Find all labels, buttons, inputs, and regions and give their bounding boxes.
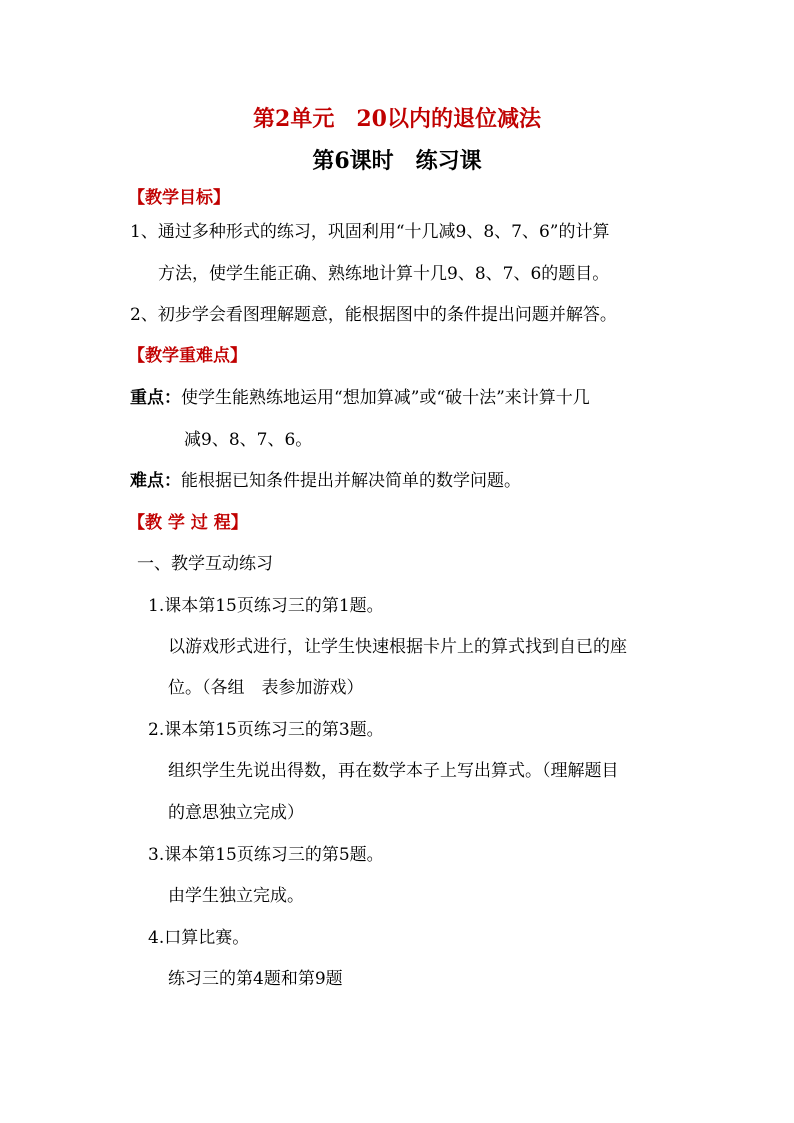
step-1-line-1: 以游戏形式进行，让学生快速根据卡片上的算式找到自已的座 — [168, 637, 627, 657]
step-4-title: 4.口算比赛。 — [148, 928, 250, 948]
key-point-line-1 — [130, 386, 590, 410]
goal-item-2: 2、初步学会看图理解题意，能根据图中的条件提出问题并解答。 — [130, 305, 617, 325]
page-subtitle: 第6课时 练习课 — [312, 148, 482, 174]
step-2-line-2: 的意思独立完成） — [168, 803, 304, 823]
process-part-1: 一、教学互动练习 — [137, 554, 273, 574]
key-points-heading: 【教学重难点】 — [128, 346, 247, 366]
goal-item-1-line-2: 方法，使学生能正确、熟练地计算十几9、8、7、6的题目。 — [158, 264, 610, 284]
key-point-label: 重点： — [130, 388, 181, 408]
key-point-text: 使学生能熟练地运用“想加算减”或“破十法”来计算十几 — [181, 388, 590, 408]
step-2-title: 2.课本第15页练习三的第3题。 — [148, 720, 384, 740]
difficult-point-label: 难点： — [130, 471, 181, 491]
difficult-point-line — [130, 469, 521, 493]
page-title: 第2单元 20以内的退位减法 — [253, 106, 541, 132]
process-heading: 【教 学 过 程】 — [128, 513, 248, 533]
step-1-title: 1.课本第15页练习三的第1题。 — [148, 596, 384, 616]
step-3-title: 3.课本第15页练习三的第5题。 — [148, 845, 384, 865]
step-3-line-1: 由学生独立完成。 — [168, 886, 304, 906]
step-2-line-1: 组织学生先说出得数，再在数学本子上写出算式。（理解题目 — [168, 761, 619, 781]
step-4-line-1: 练习三的第4题和第9题 — [168, 969, 343, 989]
difficult-point-text: 能根据已知条件提出并解决简单的数学问题。 — [181, 471, 521, 491]
goals-heading: 【教学目标】 — [128, 188, 230, 208]
goal-item-1-line-1: 1、通过多种形式的练习，巩固利用“十几减9、8、7、6”的计算 — [130, 222, 610, 242]
step-1-line-2: 位。（各组 表参加游戏） — [168, 678, 364, 698]
key-point-line-2: 减9、8、7、6。 — [184, 430, 313, 450]
